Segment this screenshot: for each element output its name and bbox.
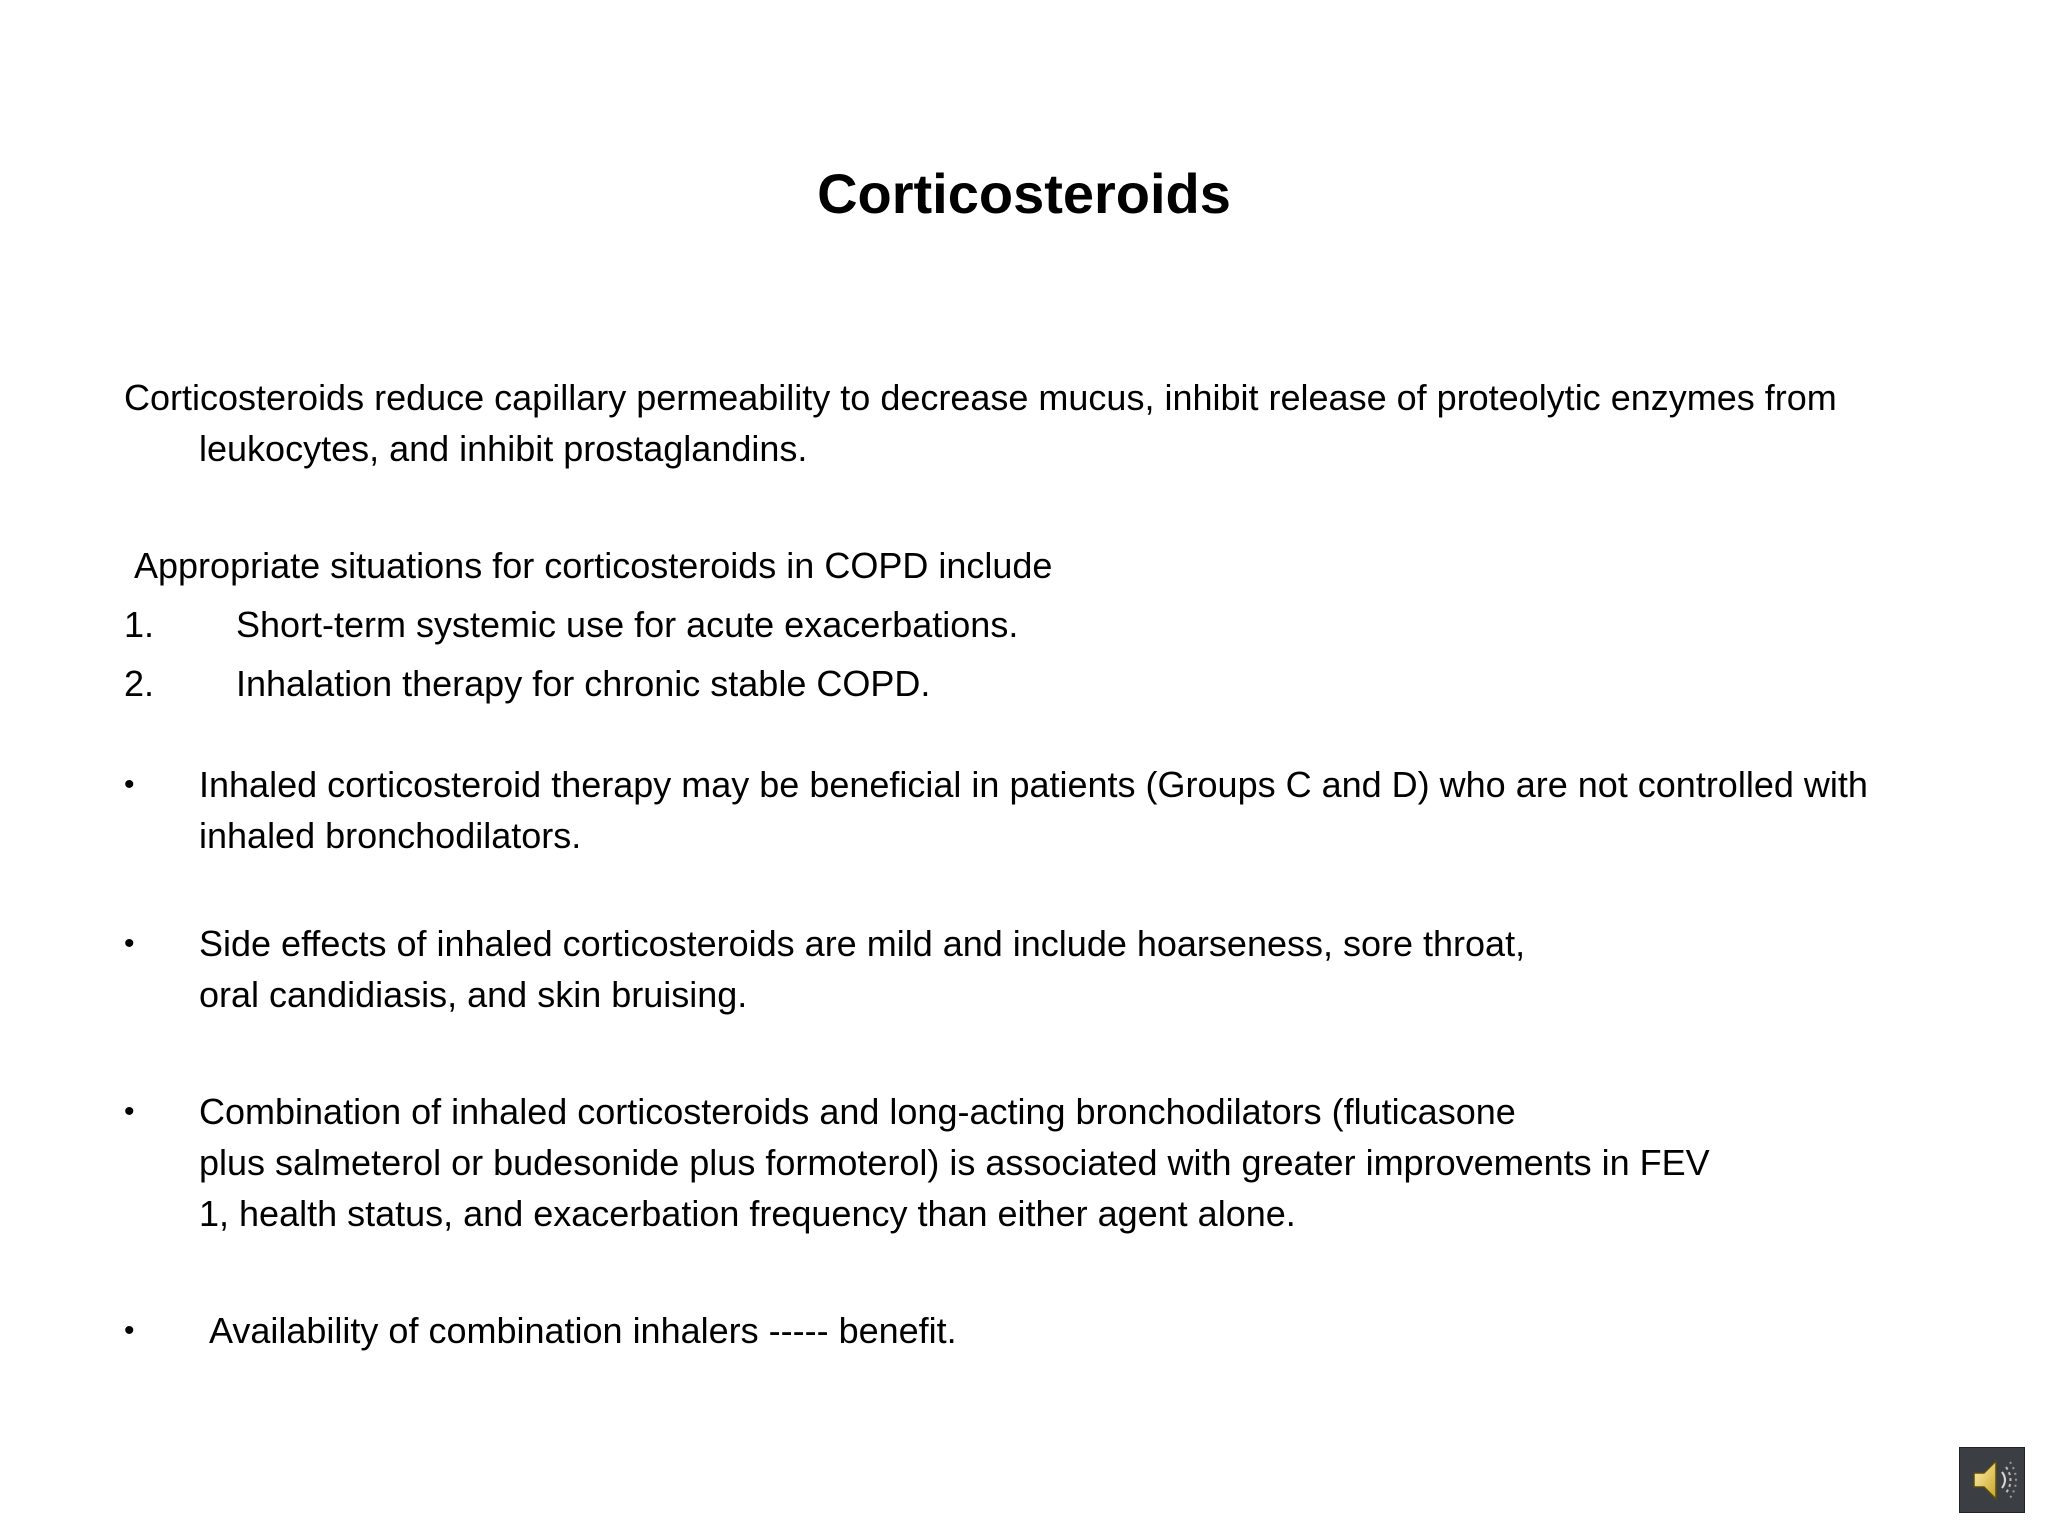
bullet-text-line: oral candidiasis, and skin bruising. bbox=[199, 974, 748, 1015]
bullet-marker: • bbox=[124, 927, 135, 960]
bullet-text bbox=[199, 918, 1954, 1020]
bullet-text-line: Side effects of inhaled corticosteroids are mild and include hoarseness, sore throat, bbox=[199, 923, 1526, 964]
situations-heading: Appropriate situations for corticosteroids in COPD include bbox=[134, 545, 1053, 586]
slide-body bbox=[124, 372, 1954, 1356]
bullet-marker: • bbox=[124, 1095, 135, 1128]
bullet-marker: • bbox=[124, 768, 135, 801]
slide-title: Corticosteroids bbox=[817, 162, 1231, 225]
bullet-item bbox=[124, 1086, 1954, 1239]
numbered-item-text: Short-term systemic use for acute exacerbations. bbox=[236, 604, 1019, 645]
bullet-item bbox=[124, 1305, 1954, 1356]
bullet-item bbox=[124, 759, 1954, 861]
list-number: 1. bbox=[124, 604, 155, 645]
bullet-text: Availability of combination inhalers ----- benefit. bbox=[209, 1310, 957, 1351]
numbered-item bbox=[124, 599, 1954, 650]
bullet-item bbox=[124, 918, 1954, 1020]
bullet-marker: • bbox=[124, 1314, 135, 1347]
intro-paragraph: Corticosteroids reduce capillary permeability to decrease mucus, inhibit release of proteolytic enzymes from leukocytes, and inhibit prostaglandins. bbox=[124, 377, 1837, 469]
list-number: 2. bbox=[124, 663, 155, 704]
bullet-text-line: Combination of inhaled corticosteroids and long-acting bronchodilators (fluticasone bbox=[199, 1091, 1516, 1132]
bullet-text-line: plus salmeterol or budesonide plus formoterol) is associated with greater improvements in FEV bbox=[199, 1142, 1710, 1183]
speaker-icon[interactable] bbox=[1959, 1447, 2025, 1513]
bullet-text-line: 1, health status, and exacerbation frequency than either agent alone. bbox=[199, 1193, 1296, 1234]
bullet-text: Inhaled corticosteroid therapy may be beneficial in patients (Groups C and D) who are not controlled with inhaled bronchodilators. bbox=[199, 764, 1868, 856]
bullet-text bbox=[199, 1086, 1954, 1239]
numbered-item bbox=[124, 658, 1954, 709]
numbered-item-text: Inhalation therapy for chronic stable COPD. bbox=[236, 663, 931, 704]
